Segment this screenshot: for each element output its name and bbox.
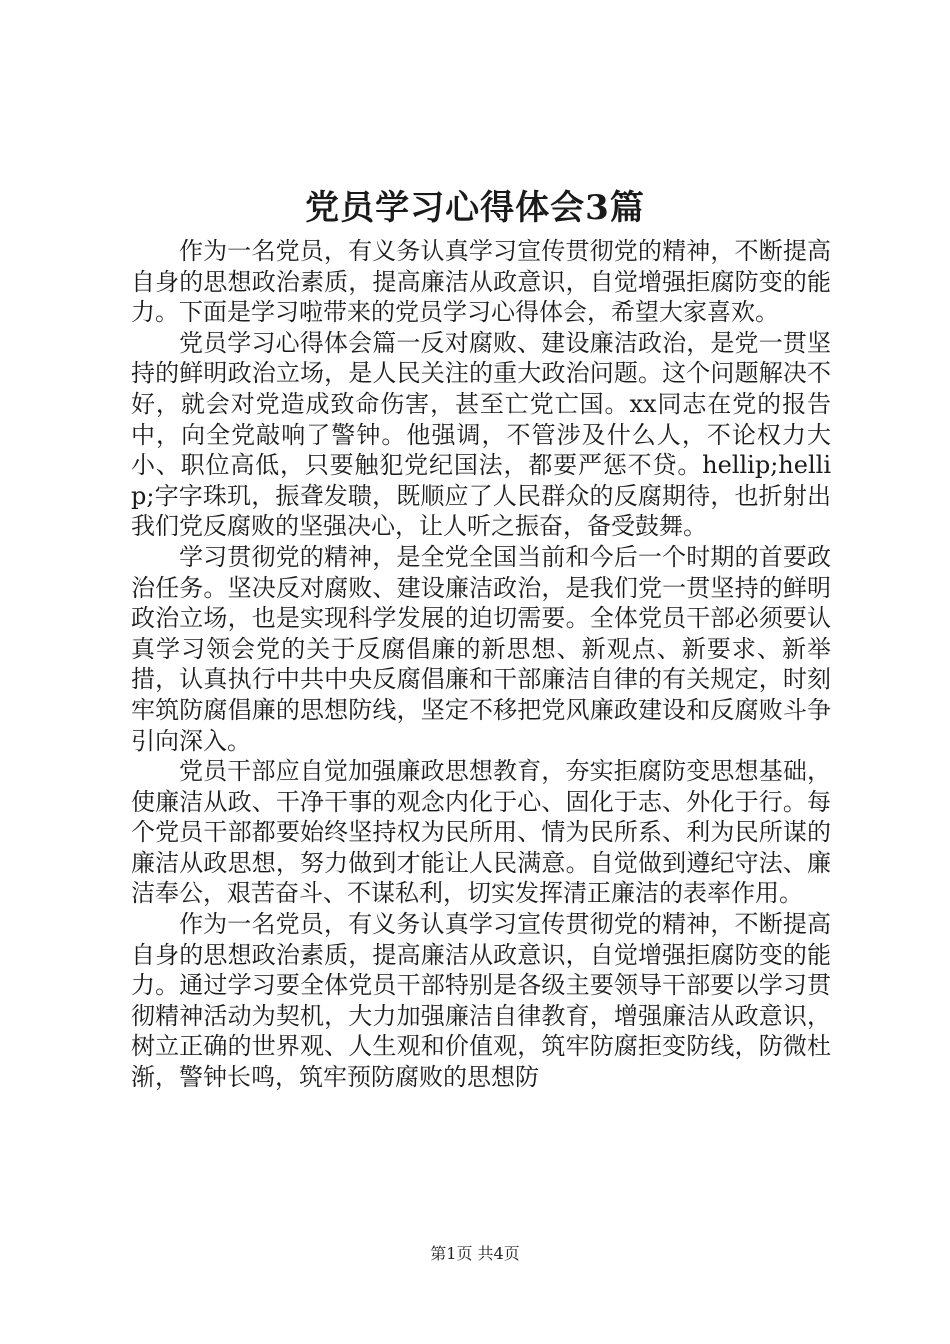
paragraph-party-member-duty: 作为一名党员，有义务认真学习宣传贯彻党的精神，不断提高自身的思想政治素质，提高廉洁从政意识，自觉增强拒腐防变的能力。通过学习要全体党员干部特别是各级主要领导干部要以学习贯彻精神活动为契机，大力加强廉洁自律教育，增强廉洁从政意识，树立正确的世界观、人生观和价值观，筑牢防腐拒变防线，防微杜渐，警钟长鸣，筑牢预防腐败的思想防 — [131, 910, 831, 1092]
document-title: 党员学习心得体会3篇 — [305, 188, 645, 228]
paragraph-intro: 作为一名党员，有义务认真学习宣传贯彻党的精神，不断提高自身的思想政治素质，提高廉洁从政意识，自觉增强拒腐防变的能力。下面是学习啦带来的党员学习心得体会，希望大家喜欢。 — [131, 237, 831, 327]
document-body — [131, 236, 831, 1093]
paragraph-part-one: 党员学习心得体会篇一反对腐败、建设廉洁政治，是党一贯坚持的鲜明政治立场，是人民关注的重大政治问题。这个问题解决不好，就会对党造成致命伤害，甚至亡党亡国。xx同志在党的报告中，向全党敲响了警钟。他强调，不管涉及什么人，不论权力大小、职位高低，只要触犯党纪国法，都要严惩不贷。hellip;hellip;字字珠玑，振聋发聩，既顺应了人民群众的反腐期待，也折射出我们党反腐败的坚强决心，让人听之振奋，备受鼓舞。 — [131, 328, 831, 541]
paragraph-study-spirit: 学习贯彻党的精神，是全党全国当前和今后一个时期的首要政治任务。坚决反对腐败、建设廉洁政治，是我们党一贯坚持的鲜明政治立场，也是实现科学发展的迫切需要。全体党员干部必须要认真学习领会党的关于反腐倡廉的新思想、新观点、新要求、新举措，认真执行中共中央反腐倡廉和干部廉洁自律的有关规定，时刻牢筑防腐倡廉的思想防线，坚定不移把党风廉政建设和反腐败斗争引向深入。 — [131, 542, 831, 755]
page-number: 第1页 共4页 — [430, 1244, 520, 1263]
paragraph-integrity-education: 党员干部应自觉加强廉政思想教育，夯实拒腐防变思想基础，使廉洁从政、干净干事的观念内化于心、固化于志、外化于行。每个党员干部都要始终坚持权为民所用、情为民所系、利为民所谋的廉洁从政思想，努力做到才能让人民满意。自觉做到遵纪守法、廉洁奉公，艰苦奋斗、不谋私利，切实发挥清正廉洁的表率作用。 — [131, 757, 831, 908]
